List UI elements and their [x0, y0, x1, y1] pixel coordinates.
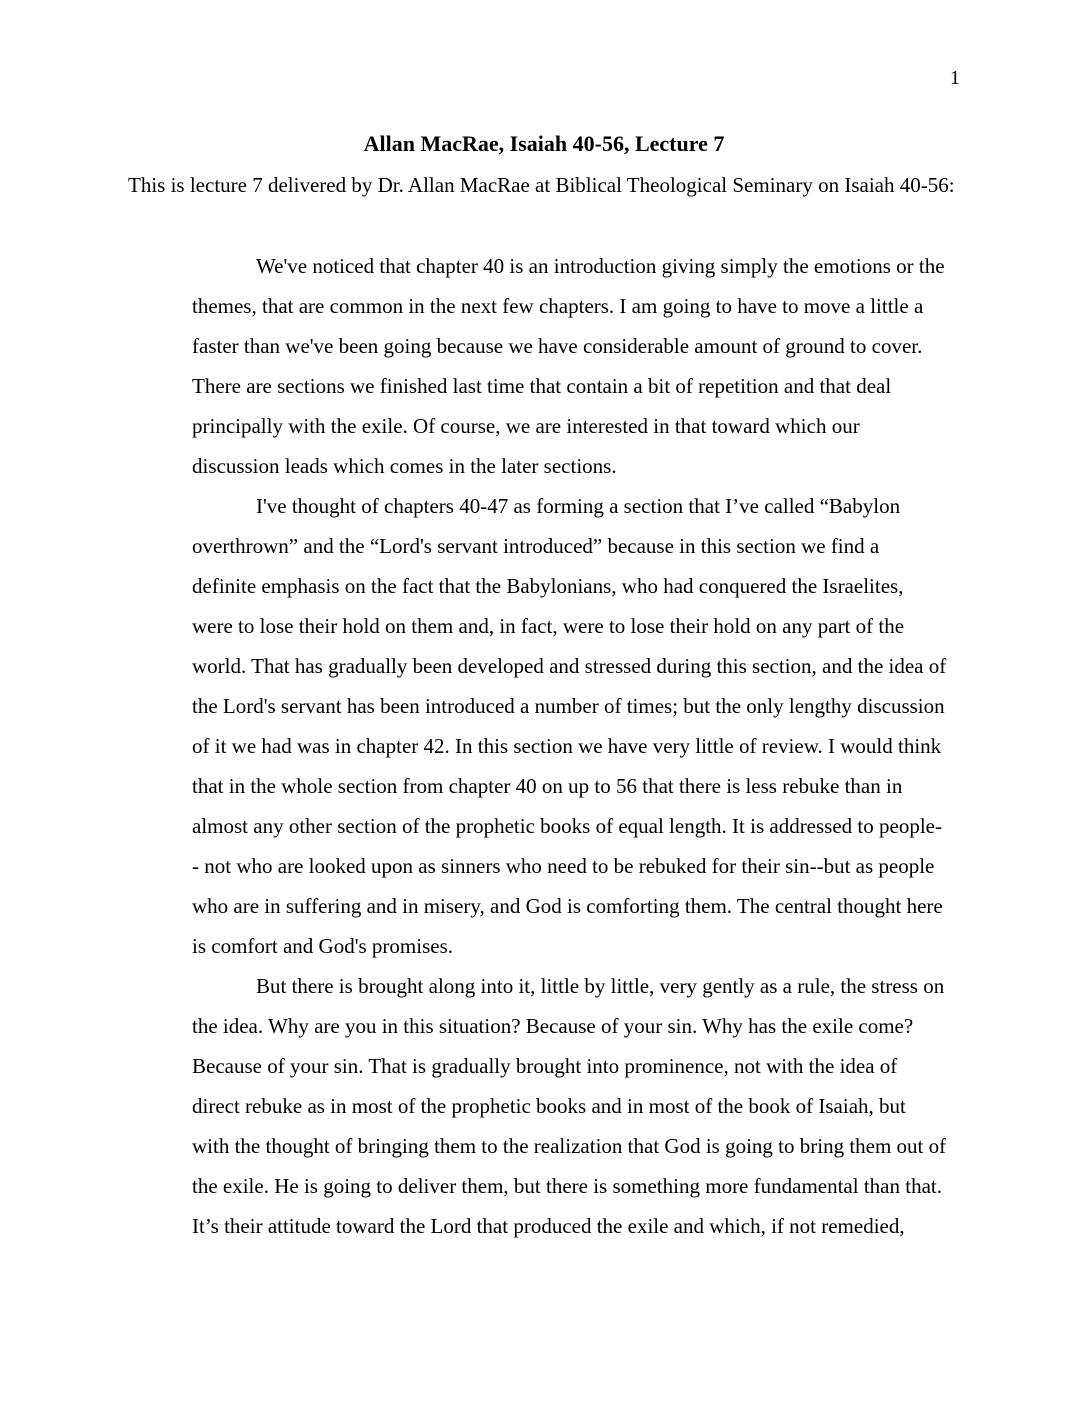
- text-line: almost any other section of the prophetic books of equal length. It is addressed to people-: [192, 814, 942, 838]
- text-line: We've noticed that chapter 40 is an introduction giving simply the emotions or the: [256, 254, 945, 278]
- document-title: Allan MacRae, Isaiah 40-56, Lecture 7: [363, 131, 725, 156]
- text-line: is comfort and God's promises.: [192, 934, 454, 958]
- text-line: the exile. He is going to deliver them, but there is something more fundamental than that.: [192, 1174, 942, 1198]
- intro-text: This is lecture 7 delivered by Dr. Allan MacRae at Biblical Theological Seminary on Isaiah 40-56:: [128, 173, 955, 197]
- paragraph-3: [128, 966, 960, 1246]
- text-line: Because of your sin. That is gradually brought into prominence, not with the idea of: [192, 1054, 898, 1078]
- text-line: of it we had was in chapter 42. In this section we have very little of review. I would think: [192, 734, 942, 758]
- text-line: world. That has gradually been developed and stressed during this section, and the idea of: [192, 654, 947, 678]
- text-line: were to lose their hold on them and, in fact, were to lose their hold on any part of the: [192, 614, 905, 638]
- text-line: that in the whole section from chapter 40 on up to 56 that there is less rebuke than in: [192, 774, 903, 798]
- text-line: with the thought of bringing them to the realization that God is going to bring them out of: [192, 1134, 947, 1158]
- paragraph-2: [128, 486, 960, 966]
- paragraph-1: [128, 246, 960, 486]
- text-line: faster than we've been going because we have considerable amount of ground to cover.: [192, 334, 923, 358]
- text-line: principally with the exile. Of course, we are interested in that toward which our: [192, 414, 860, 438]
- lecture-body: [128, 246, 960, 1246]
- text-line: But there is brought along into it, little by little, very gently as a rule, the stress on: [256, 974, 945, 998]
- text-line: There are sections we finished last time that contain a bit of repetition and that deal: [192, 374, 892, 398]
- text-line: I've thought of chapters 40-47 as forming a section that I’ve called “Babylon: [256, 494, 901, 518]
- text-line: themes, that are common in the next few chapters. I am going to have to move a little a: [192, 294, 924, 318]
- text-line: the Lord's servant has been introduced a number of times; but the only lengthy discussion: [192, 694, 945, 718]
- text-line: - not who are looked upon as sinners who need to be rebuked for their sin--but as people: [192, 854, 935, 878]
- text-line: It’s their attitude toward the Lord that produced the exile and which, if not remedied,: [192, 1214, 905, 1238]
- text-line: direct rebuke as in most of the prophetic books and in most of the book of Isaiah, but: [192, 1094, 906, 1118]
- text-line: discussion leads which comes in the later sections.: [192, 454, 617, 478]
- text-line: overthrown” and the “Lord's servant introduced” because in this section we find a: [192, 534, 880, 558]
- page-number: 1: [950, 67, 960, 89]
- text-line: who are in suffering and in misery, and God is comforting them. The central thought here: [192, 894, 943, 918]
- text-line: definite emphasis on the fact that the Babylonians, who had conquered the Israelites,: [192, 574, 904, 598]
- text-line: the idea. Why are you in this situation? Because of your sin. Why has the exile come?: [192, 1014, 914, 1038]
